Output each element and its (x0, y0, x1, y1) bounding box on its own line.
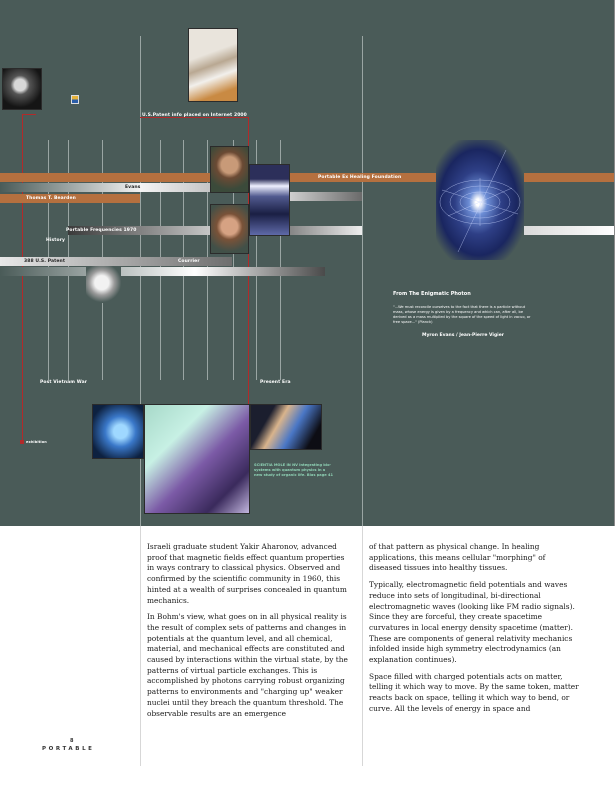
label-post-war: Post Vietnam War (40, 380, 88, 385)
image-caption: SCIENTIA MOLE IN NV Integrating bio-systems with quantum physics in a new study of organic life. Bias page 41 (254, 463, 333, 477)
label-evans: Evans (125, 185, 141, 190)
timeline-bar-gradient (0, 183, 140, 192)
quote-author: Myron Evans / Jean-Pierre Vigier (422, 333, 504, 338)
label-small-red: exhibition (26, 440, 47, 444)
article-paragraph: Space filled with charged potentials acts on matter, telling it which way to move. By the same token, matter reacts back on space, telling it which way to bend, or curve. All the levels of energy in space and (369, 671, 579, 713)
photo-brain-scan (92, 404, 144, 459)
photo-skull-xray (144, 404, 250, 514)
photo-microscope (250, 404, 322, 450)
article-paragraph: of that pattern as physical change. In healing applications, this means cellular "morphing" of diseased tissues into healthy tissues. (369, 542, 546, 573)
timeline-bar-gradient (0, 267, 325, 276)
article-column-2 (369, 542, 579, 721)
label-history: History (46, 238, 66, 243)
column-rule (140, 526, 141, 766)
photo-ship-night (249, 164, 290, 236)
label-patent-healing: Portable Ex Healing Foundation (318, 175, 402, 180)
page-number: 8 (70, 738, 74, 744)
quote-block (393, 291, 533, 338)
portrait-photo-bearded (210, 146, 249, 193)
grid-line (362, 36, 363, 526)
article-paragraph: Israeli graduate student Yakir Aharonov, advanced proof that magnetic fields effect quantum properties in ways contrary to classical physics. Observed and confirmed by the scientific community in 1960, this hinted at a wealth of surprises concealed in quantum mechanics. (147, 542, 347, 605)
portrait-photo-smiling (210, 204, 249, 254)
photo-moon-sculpture (86, 266, 121, 303)
quote-text: "...We must reconcile ourselves to the fact that there is a particle without mass, whose energy is given by a frequency and which can, after all, be derived as a mass multiplied by the square of the speed of light in vacuo, or free space..." (Planck) (393, 305, 531, 324)
label-thomas: Thomas T. Bearden (26, 196, 76, 201)
quote-source: From The Enigmatic Photon (393, 291, 471, 297)
label-courrier: Courrier (178, 259, 200, 264)
label-patent-info: U.S.Patent info placed on Internet 2000 (142, 113, 247, 118)
column-rule (362, 526, 363, 766)
timeline-bar-gradient (290, 192, 362, 201)
label-portable-frequencies: Portable Frequencies 1970 (66, 228, 137, 233)
red-connector (22, 114, 36, 115)
article-paragraph: In Bohm's view, what goes on in all physical reality is the result of complex sets of patterns and changes in potentials at the quantum level, and all chemical, material, and mechanical effects are constituted and caused by interactions within the virtual state, by the patterns of virtual particle exchanges. This is accomplished by photons carrying robust organizing patterns to environments and "charging up" weaker nuclei until they breach the quantum threshold. The observable results are an emergence (147, 612, 348, 718)
red-marker (20, 440, 24, 444)
timeline-bar-gradient (520, 226, 615, 235)
article-column-1 (147, 542, 353, 725)
label-us-patent: 388 U.S. Patent (24, 259, 66, 264)
small-icon (71, 95, 79, 104)
article-paragraph: Typically, electromagnetic field potentials and waves reduce into sets of longitudinal, bi-directional electromagnetic waves (looking like FM radio signals). Since they are forceful, they create spacetime curvatures in local energy density spacetime (matter). These are components of general relativity mechanics infolded inside high symmetry electrodynamics (an explanation continues). (369, 580, 575, 665)
photo-scientist-lab (188, 28, 238, 102)
red-connector (22, 114, 23, 442)
footer-wordmark: PORTABLE (42, 746, 95, 752)
galaxy-grid-lines (436, 140, 524, 260)
portrait-photo-man (2, 68, 42, 110)
label-present: Present Era (260, 380, 291, 385)
